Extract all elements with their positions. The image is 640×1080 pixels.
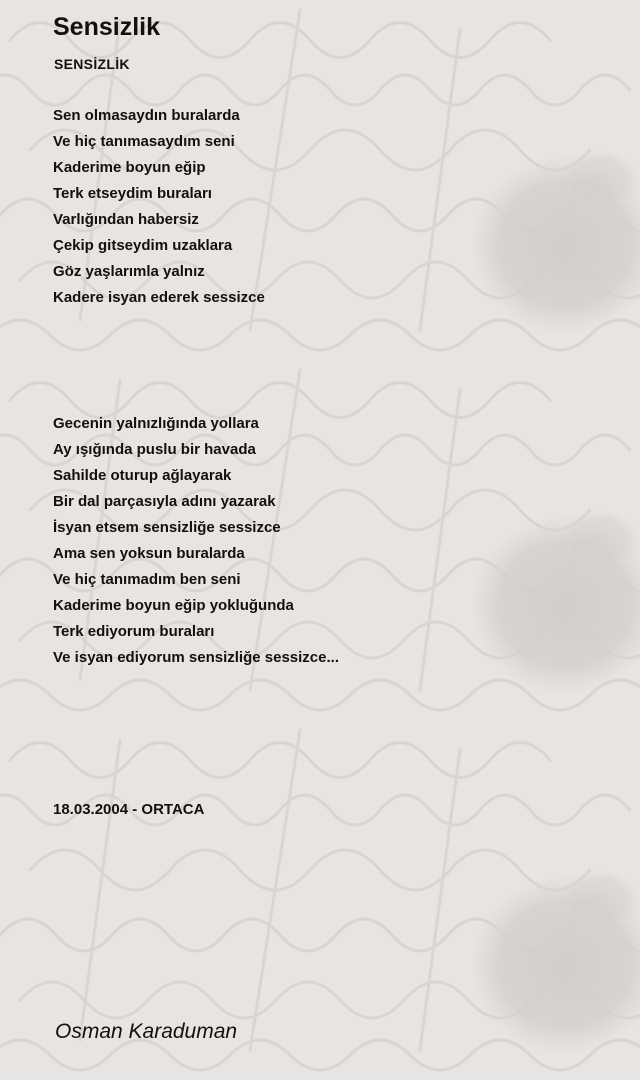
poem-line: Varlığından habersiz — [53, 211, 199, 228]
poem-date-place: 18.03.2004 - ORTACA — [53, 801, 205, 818]
poem-line: Kadere isyan ederek sessizce — [53, 289, 265, 306]
poem-line: Sahilde oturup ağlayarak — [53, 467, 232, 484]
poem-title: Sensizlik — [53, 13, 160, 41]
poem-line: Bir dal parçasıyla adını yazarak — [53, 493, 276, 510]
poem-line: Ve hiç tanımasaydım seni — [53, 133, 235, 150]
poem-line: İsyan etsem sensizliğe sessizce — [53, 519, 281, 536]
poem-subtitle: SENSİZLİK — [54, 56, 130, 72]
poem-line: Kaderime boyun eğip — [53, 159, 206, 176]
poem-line: Çekip gitseydim uzaklara — [53, 237, 233, 254]
poem-author: Osman Karaduman — [55, 1020, 238, 1043]
poem-line: Terk ediyorum buraları — [53, 623, 215, 640]
poem-line: Ama sen yoksun buralarda — [53, 545, 245, 562]
poem-line: Göz yaşlarımla yalnız — [53, 263, 205, 280]
poem-line: Ay ışığında puslu bir havada — [53, 441, 256, 458]
poem-line: Gecenin yalnızlığında yollara — [53, 415, 259, 432]
poem-line: Ve isyan ediyorum sensizliğe sessizce... — [53, 649, 339, 666]
poem-line: Sen olmasaydın buralarda — [53, 107, 240, 124]
poem-line: Kaderime boyun eğip yokluğunda — [53, 597, 294, 614]
stanza-1 — [53, 103, 265, 311]
poem-line: Ve hiç tanımadım ben seni — [53, 571, 241, 588]
stanza-2 — [53, 411, 339, 671]
poem-line: Terk etseydim buraları — [53, 185, 212, 202]
